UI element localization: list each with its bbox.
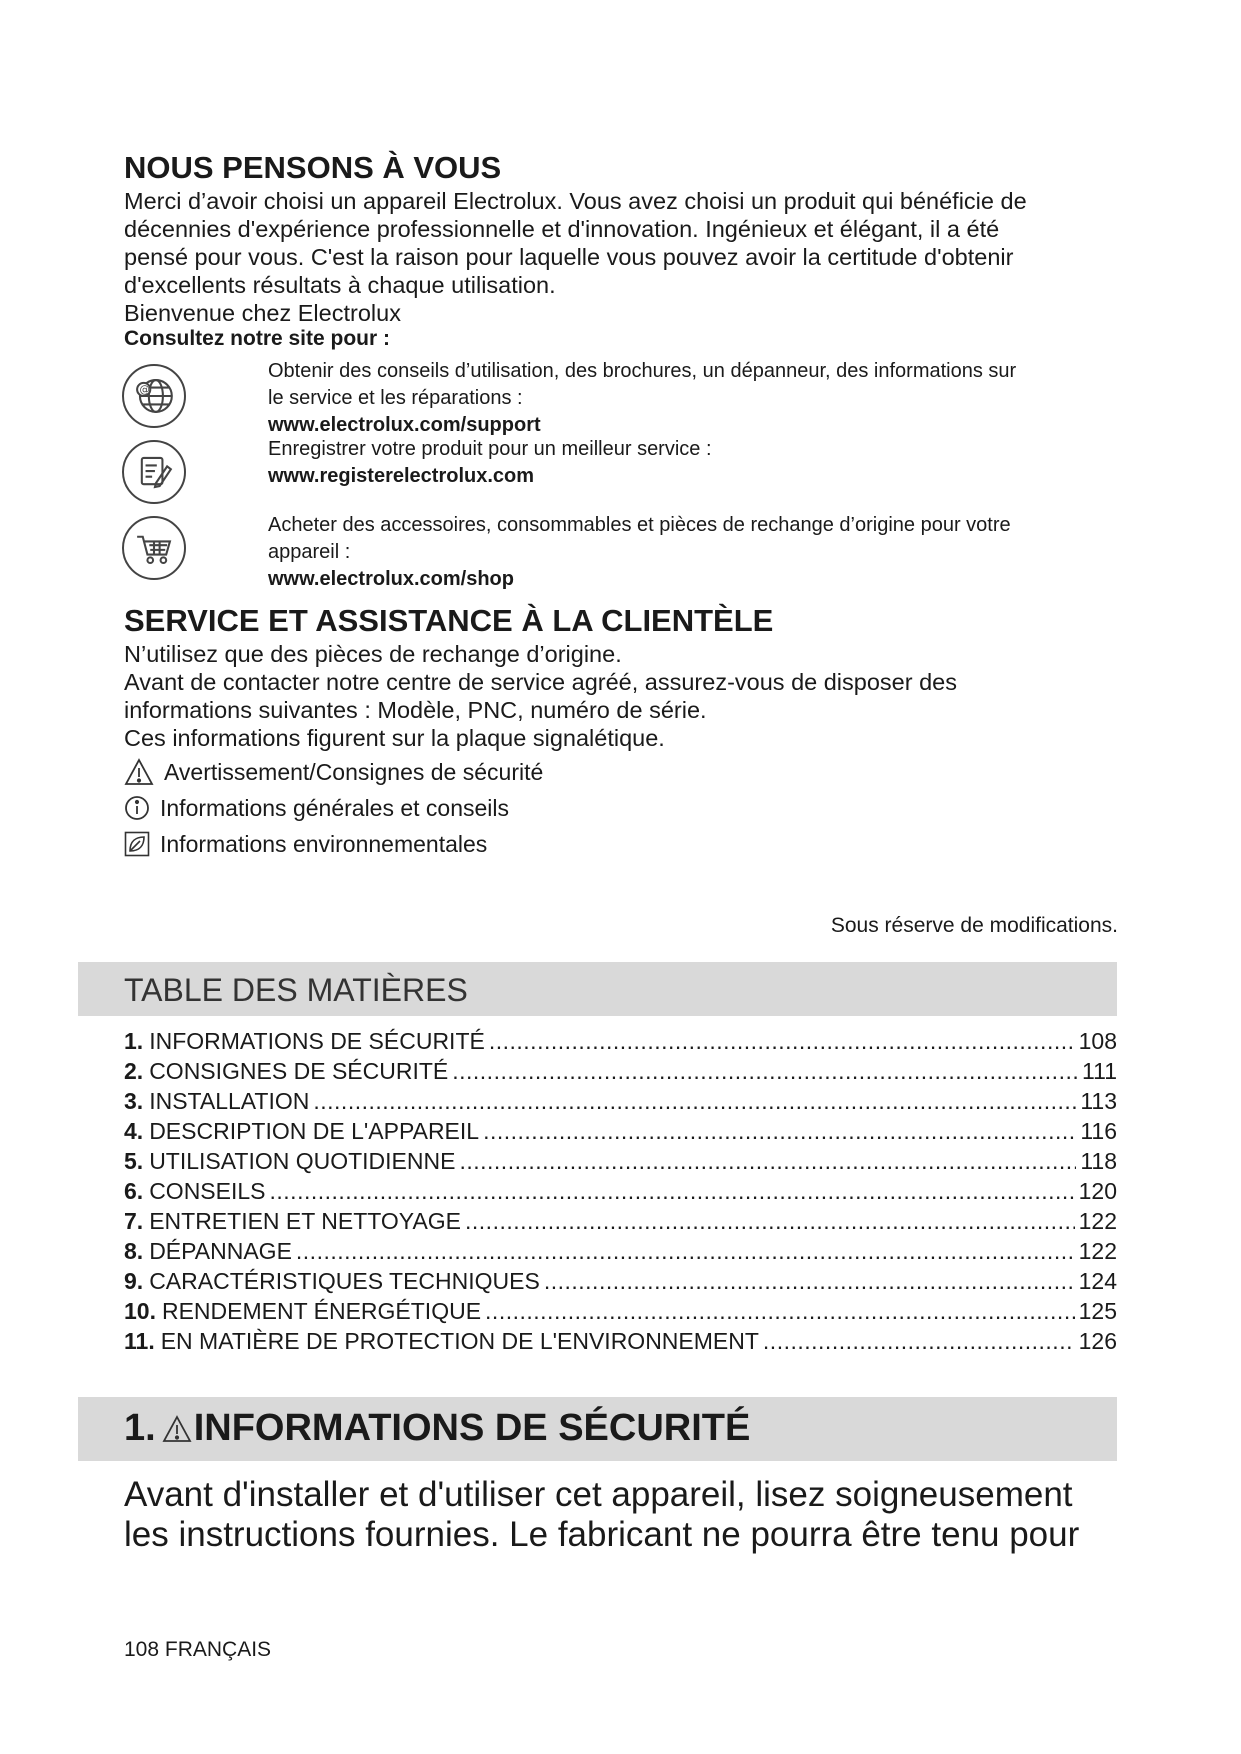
toc-leader bbox=[485, 1296, 1075, 1326]
leaf-icon bbox=[124, 830, 150, 858]
toc-leader bbox=[483, 1116, 1076, 1146]
register-link[interactable]: www.registerelectrolux.com bbox=[268, 465, 535, 487]
service-paragraph bbox=[124, 640, 1124, 752]
toc-leader bbox=[544, 1266, 1075, 1296]
toc-leader bbox=[465, 1206, 1075, 1236]
item-text-line: le service et les réparations : bbox=[268, 387, 523, 409]
toc-leader bbox=[313, 1086, 1076, 1116]
toc-leader bbox=[489, 1026, 1075, 1056]
toc-list bbox=[124, 1026, 1117, 1356]
info-icon bbox=[124, 794, 150, 822]
toc-page: 122 bbox=[1078, 1238, 1117, 1264]
toc-entry[interactable] bbox=[124, 1116, 1117, 1146]
toc-entry[interactable] bbox=[124, 1326, 1117, 1356]
paragraph-line: d'excellents résultats à chaque utilisation. bbox=[124, 272, 556, 298]
symbol-label: Informations environnementales bbox=[160, 830, 488, 857]
item-text-line: Obtenir des conseils d’utilisation, des brochures, un dépanneur, des informations sur bbox=[268, 360, 1017, 382]
toc-page: 111 bbox=[1082, 1058, 1117, 1084]
toc-number: 6. bbox=[124, 1178, 144, 1204]
toc-label: CONSIGNES DE SÉCURITÉ bbox=[149, 1058, 449, 1084]
symbol-info-row bbox=[124, 794, 509, 822]
toc-leader bbox=[452, 1056, 1078, 1086]
toc-page: 116 bbox=[1080, 1118, 1117, 1144]
toc-label: DÉPANNAGE bbox=[149, 1238, 292, 1264]
toc-page: 113 bbox=[1080, 1088, 1117, 1114]
toc-header bbox=[78, 962, 1117, 1016]
toc-number: 2. bbox=[124, 1058, 144, 1084]
section-title-nous-pensons: NOUS PENSONS À VOUS bbox=[124, 150, 502, 185]
toc-number: 3. bbox=[124, 1088, 144, 1114]
safety-intro-line: les instructions fournies. Le fabricant ne pourra être tenu pour bbox=[124, 1515, 1080, 1554]
toc-leader bbox=[459, 1146, 1076, 1176]
support-link[interactable]: www.electrolux.com/support bbox=[268, 414, 541, 436]
reserve-note: Sous réserve de modifications. bbox=[830, 914, 1118, 937]
toc-entry[interactable] bbox=[124, 1296, 1117, 1326]
toc-label: DESCRIPTION DE L'APPAREIL bbox=[149, 1118, 480, 1144]
warning-icon bbox=[162, 1415, 192, 1443]
support-item bbox=[268, 358, 1138, 439]
toc-leader bbox=[296, 1236, 1075, 1266]
toc-page: 108 bbox=[1078, 1028, 1117, 1054]
symbol-environment-row bbox=[124, 830, 487, 858]
toc-entry[interactable] bbox=[124, 1026, 1117, 1056]
toc-number: 8. bbox=[124, 1238, 144, 1264]
paragraph-line: Ces informations figurent sur la plaque signalétique. bbox=[124, 725, 665, 751]
toc-label: INSTALLATION bbox=[149, 1088, 310, 1114]
shop-item bbox=[268, 512, 1138, 593]
paragraph-line: N’utilisez que des pièces de rechange d’origine. bbox=[124, 641, 622, 667]
paragraph-line: décennies d'expérience professionnelle et d'innovation. Ingénieux et élégant, il a été bbox=[124, 216, 1000, 242]
toc-label: CONSEILS bbox=[149, 1178, 266, 1204]
safety-number: 1. bbox=[124, 1407, 156, 1449]
toc-entry[interactable] bbox=[124, 1176, 1117, 1206]
symbol-label: Informations générales et conseils bbox=[160, 794, 510, 821]
toc-entry[interactable] bbox=[124, 1056, 1117, 1086]
toc-leader bbox=[763, 1326, 1075, 1356]
consult-heading: Consultez notre site pour : bbox=[124, 327, 391, 350]
item-text-line: Enregistrer votre produit pour un meilleur service : bbox=[268, 438, 712, 460]
toc-label: EN MATIÈRE DE PROTECTION DE L'ENVIRONNEMENT bbox=[160, 1328, 759, 1354]
toc-number: 11. bbox=[124, 1328, 155, 1354]
paragraph-line: informations suivantes : Modèle, PNC, numéro de série. bbox=[124, 697, 707, 723]
safety-intro bbox=[124, 1475, 1124, 1555]
paragraph-line: Merci d’avoir choisi un appareil Electrolux. Vous avez choisi un produit qui bénéficie de bbox=[124, 188, 1027, 214]
symbol-label: Avertissement/Consignes de sécurité bbox=[164, 758, 544, 785]
toc-entry[interactable] bbox=[124, 1266, 1117, 1296]
toc-page: 122 bbox=[1078, 1208, 1117, 1234]
warning-icon bbox=[124, 758, 154, 786]
toc-number: 4. bbox=[124, 1118, 144, 1144]
toc-entry[interactable] bbox=[124, 1236, 1117, 1266]
toc-page: 125 bbox=[1078, 1298, 1117, 1324]
register-icon bbox=[122, 440, 186, 504]
safety-title-text: INFORMATIONS DE SÉCURITÉ bbox=[193, 1407, 751, 1449]
toc-number: 10. bbox=[124, 1298, 156, 1324]
toc-label: INFORMATIONS DE SÉCURITÉ bbox=[149, 1028, 485, 1054]
toc-label: CARACTÉRISTIQUES TECHNIQUES bbox=[149, 1268, 540, 1294]
toc-page: 126 bbox=[1078, 1328, 1117, 1354]
svg-text:@: @ bbox=[139, 384, 150, 397]
page-footer: 108 FRANÇAIS bbox=[124, 1638, 272, 1661]
section-title-service: SERVICE ET ASSISTANCE À LA CLIENTÈLE bbox=[124, 603, 774, 638]
toc-label: RENDEMENT ÉNERGÉTIQUE bbox=[161, 1298, 482, 1324]
safety-title bbox=[124, 1407, 750, 1450]
toc-page: 124 bbox=[1078, 1268, 1117, 1294]
register-item bbox=[268, 436, 1138, 490]
item-text-line: appareil : bbox=[268, 541, 351, 563]
paragraph-line: Avant de contacter notre centre de service agréé, assurez-vous de disposer des bbox=[124, 669, 957, 695]
symbol-warning-row bbox=[124, 758, 543, 786]
globe-icon bbox=[122, 364, 186, 428]
item-text-line: Acheter des accessoires, consommables et pièces de rechange d’origine pour votre bbox=[268, 514, 1011, 536]
intro-paragraph bbox=[124, 187, 1124, 327]
toc-title: TABLE DES MATIÈRES bbox=[124, 972, 468, 1008]
shop-link[interactable]: www.electrolux.com/shop bbox=[268, 568, 514, 590]
toc-entry[interactable] bbox=[124, 1086, 1117, 1116]
toc-label: ENTRETIEN ET NETTOYAGE bbox=[149, 1208, 462, 1234]
cart-icon bbox=[122, 516, 186, 580]
toc-page: 118 bbox=[1080, 1148, 1117, 1174]
toc-leader bbox=[270, 1176, 1075, 1206]
toc-number: 1. bbox=[124, 1028, 144, 1054]
toc-number: 9. bbox=[124, 1268, 144, 1294]
toc-entry[interactable] bbox=[124, 1146, 1117, 1176]
toc-number: 5. bbox=[124, 1148, 144, 1174]
paragraph-line: pensé pour vous. C'est la raison pour laquelle vous pouvez avoir la certitude d'obtenir bbox=[124, 244, 1014, 270]
toc-label: UTILISATION QUOTIDIENNE bbox=[149, 1148, 456, 1174]
welcome-line: Bienvenue chez Electrolux bbox=[124, 300, 401, 326]
toc-entry[interactable] bbox=[124, 1206, 1117, 1236]
safety-intro-line: Avant d'installer et d'utiliser cet appareil, lisez soigneusement bbox=[124, 1475, 1073, 1514]
safety-header bbox=[78, 1397, 1117, 1461]
toc-number: 7. bbox=[124, 1208, 144, 1234]
toc-page: 120 bbox=[1078, 1178, 1117, 1204]
